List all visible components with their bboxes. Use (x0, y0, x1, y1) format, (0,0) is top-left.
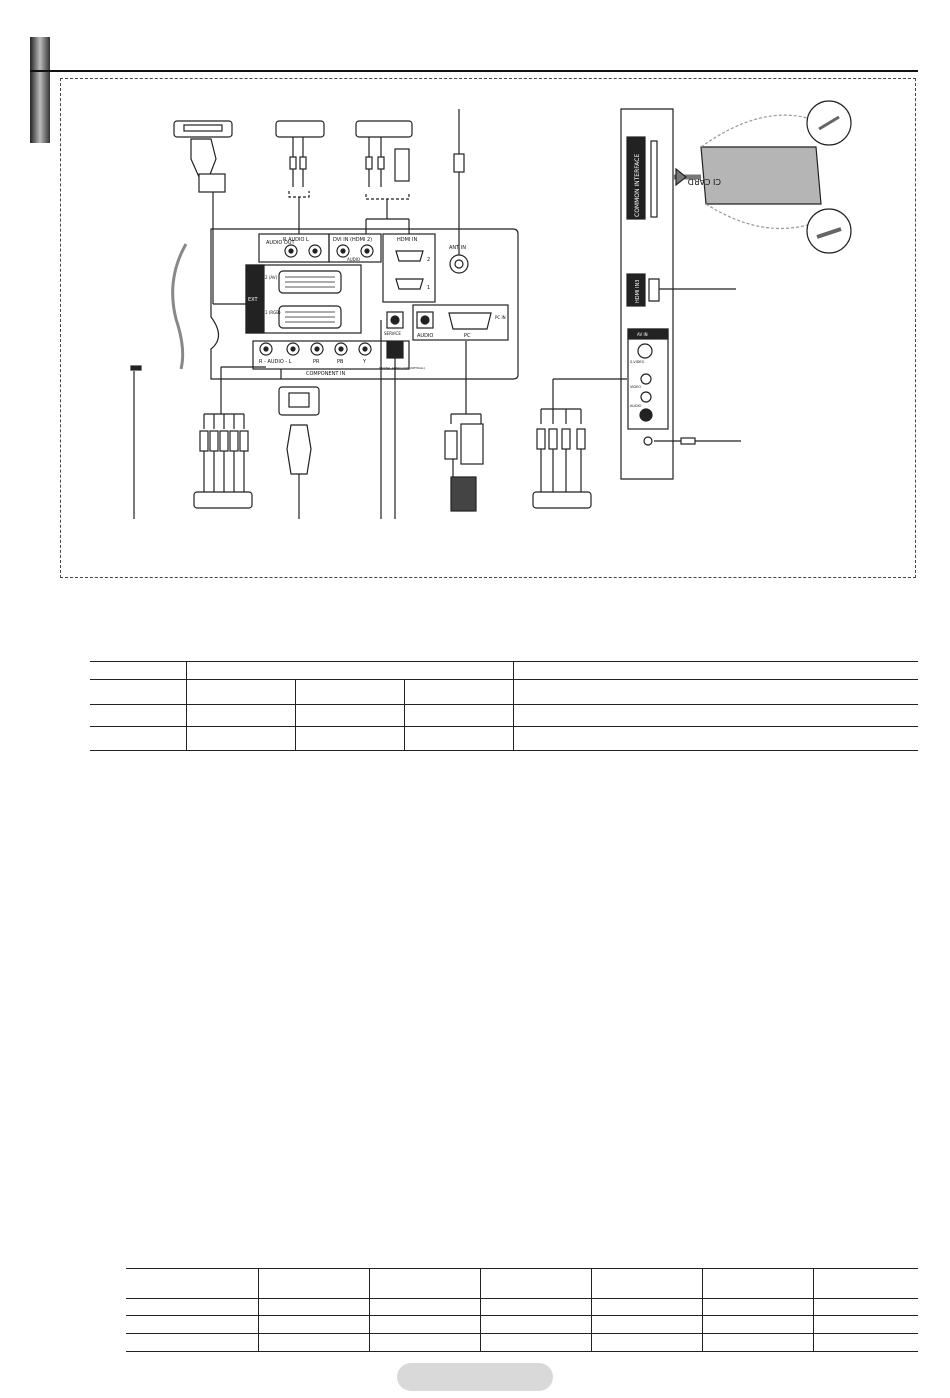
label-ext: EXT (248, 297, 258, 303)
label-pb: PB (337, 359, 344, 365)
label-audio-rl: R AUDIO L (283, 237, 309, 243)
label-y: Y (363, 359, 367, 365)
connection-diagram (60, 78, 916, 578)
label-video: VIDEO (630, 385, 642, 389)
label-pr: PR (313, 359, 320, 365)
label-hdmi-in3: HDMI IN3 (635, 279, 641, 303)
camcorder-device (533, 492, 591, 508)
label-service: SERVICE (384, 331, 401, 336)
label-ext1: 1 (RGB) (265, 310, 281, 315)
label-hdmi-in: HDMI IN (397, 237, 418, 243)
audio-device (276, 121, 324, 137)
table-row (126, 1334, 918, 1352)
brace (173, 244, 186, 369)
page-number-badge (397, 1363, 553, 1391)
label-audio-pc: AUDIO (417, 333, 434, 339)
table-row (126, 1299, 918, 1316)
connection-diagram-svg (61, 79, 917, 579)
label-digital-audio-out: DIGITAL AUDIO OUT (OPTICAL) (379, 366, 425, 370)
label-s-video: S-VIDEO (630, 360, 645, 364)
table-1 (90, 661, 918, 751)
label-audio-side: AUDIO (630, 404, 642, 408)
label-ci-card: CI CARD (687, 177, 721, 186)
table-2 (126, 1268, 918, 1352)
label-ext2: 2 (AV) (265, 275, 278, 280)
pc-device (451, 477, 476, 511)
title-rule (30, 70, 918, 72)
label-audio-out: AUDIO OUT (266, 240, 295, 246)
label-component-audio: R - AUDIO - L (259, 359, 292, 365)
label-component-in: COMPONENT IN (306, 371, 346, 377)
label-pc: PC (464, 333, 471, 339)
label-hdmi-1: 1 (427, 285, 431, 291)
table-row (90, 727, 918, 751)
table-row (126, 1316, 918, 1334)
section-title-marker (30, 37, 50, 143)
label-dvi-in: DVI IN (HDMI 2) (333, 237, 373, 243)
label-common-interface: COMMON INTERFACE (634, 153, 641, 217)
dvi-device (356, 121, 412, 137)
ci-card (701, 147, 821, 204)
label-pc-in: PC IN (495, 315, 506, 320)
label-audio-small: AUDIO (347, 257, 361, 262)
label-hdmi-2: 2 (427, 257, 431, 263)
table-row (90, 705, 918, 727)
label-av-in: AV IN (637, 332, 648, 337)
dvd-device (194, 492, 252, 508)
label-ant-in: ANT IN (449, 245, 467, 251)
